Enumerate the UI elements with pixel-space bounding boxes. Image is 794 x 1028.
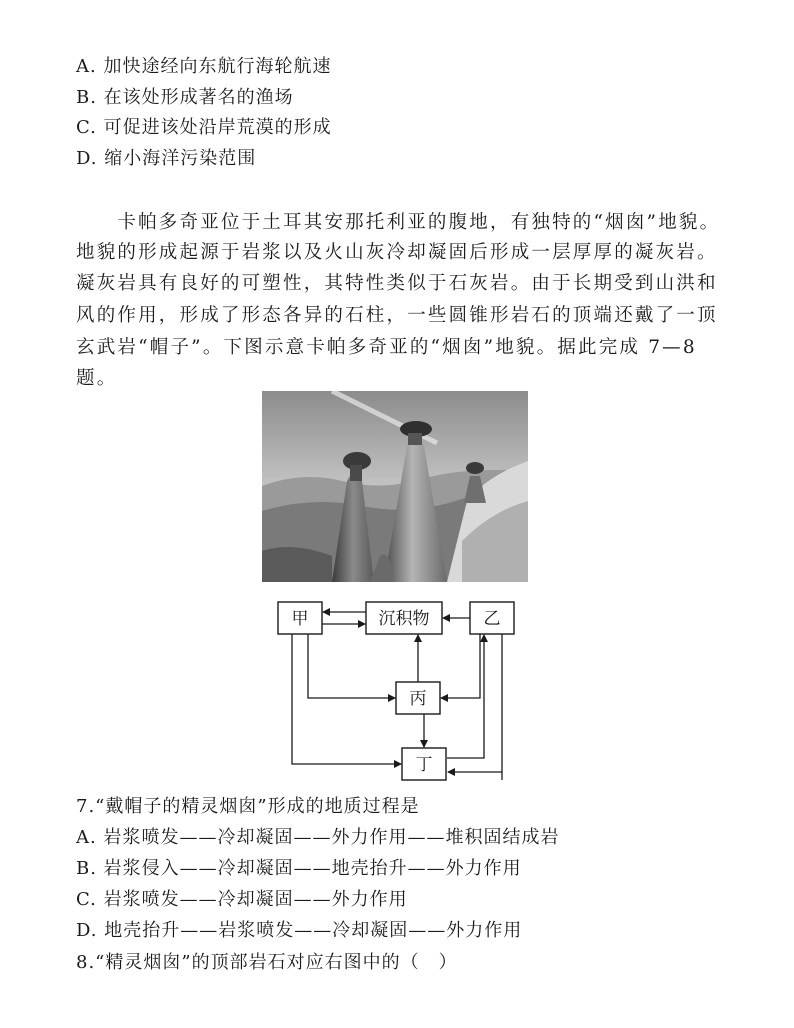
q7-option-b: B. 岩浆侵入——冷却凝固——地壳抬升——外力作用: [76, 858, 522, 879]
arrow-yi-to-bing: [441, 634, 480, 698]
q7-stem: 7.“戴帽子的精灵烟囱”形成的地质过程是: [76, 796, 420, 817]
arrow-jia-to-bing: [308, 634, 395, 698]
label-yi: 乙: [483, 609, 501, 629]
fairy-chimney-illustration: [262, 391, 528, 582]
q8-stem: 8.“精灵烟囱”的顶部岩石对应右图中的（ ）: [76, 952, 458, 973]
passage-line-4: 风的作用，形成了形态各异的石柱，一些圆锥形岩石的顶端还戴了一顶: [76, 305, 718, 326]
fairy-chimney-photo: [262, 391, 528, 582]
prev-option-c: C. 可促进该处沿岸荒漠的形成: [76, 117, 332, 138]
q7-option-a: A. 岩浆喷发——冷却凝固——外力作用——堆积固结成岩: [76, 827, 560, 848]
arrow-right-to-ding: [448, 772, 502, 780]
prev-option-a: A. 加快途经向东航行海轮航速: [76, 56, 332, 77]
passage-line-2: 地貌的形成起源于岩浆以及火山灰冷却凝固后形成一层厚厚的凝灰岩。: [76, 242, 718, 263]
q7-option-d: D. 地壳抬升——岩浆喷发——冷却凝固——外力作用: [76, 920, 523, 941]
rock-cycle-diagram: [270, 598, 530, 784]
passage-line-3: 凝灰岩具有良好的可塑性，其特性类似于石灰岩。由于长期受到山洪和: [76, 273, 718, 294]
passage-line-5: 玄武岩“帽子”。下图示意卡帕多奇亚的“烟囱”地貌。据此完成 7—8: [76, 337, 697, 358]
label-jia: 甲: [291, 609, 309, 629]
label-ding: 丁: [415, 755, 433, 775]
label-sediment: 沉积物: [378, 609, 430, 629]
q7-option-c: C. 岩浆喷发——冷却凝固——外力作用: [76, 889, 408, 910]
label-bing: 丙: [409, 689, 427, 709]
passage-line-1: 卡帕多奇亚位于土耳其安那托利亚的腹地，有独特的“烟囱”地貌。: [76, 212, 721, 233]
passage-line-6: 题。: [76, 368, 118, 389]
arrow-ding-to-yi: [447, 635, 484, 758]
prev-option-b: B. 在该处形成著名的渔场: [76, 87, 294, 108]
prev-option-d: D. 缩小海洋污染范围: [76, 148, 257, 169]
